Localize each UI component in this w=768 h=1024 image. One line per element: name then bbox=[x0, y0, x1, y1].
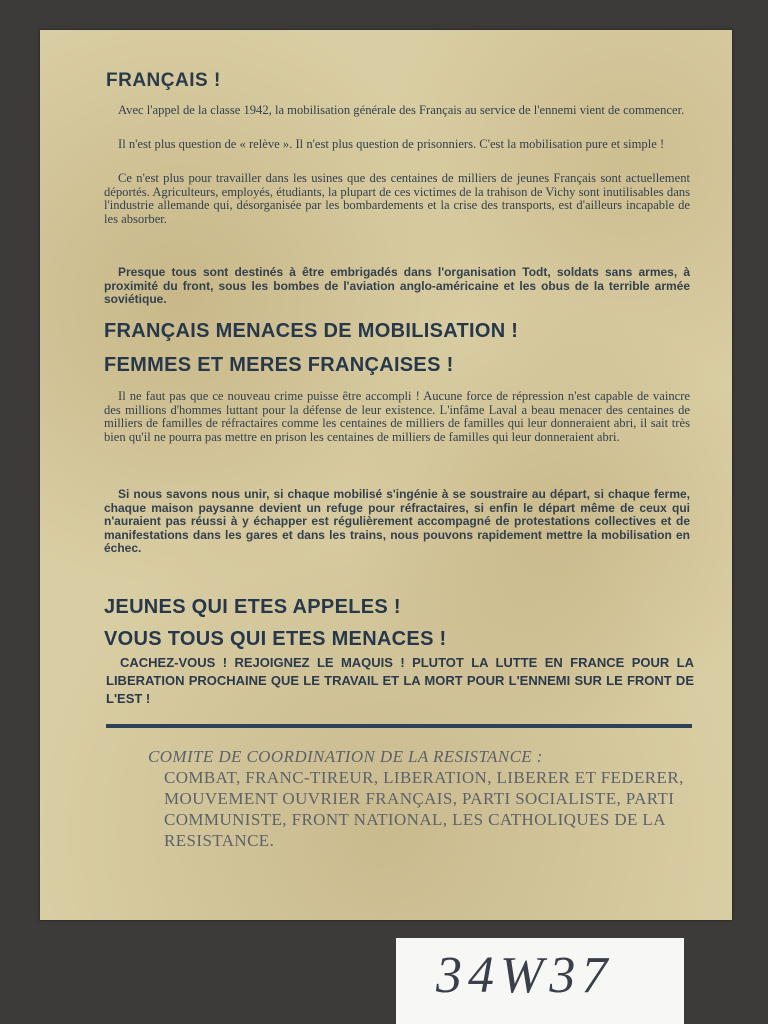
paragraph-deportes: Ce n'est plus pour travailler dans les usines que des centaines de milliers de jeunes Français sont actuellement déportés. Agriculteurs, employés, étudiants, la plupart de ces victimes de la trahison de Vichy sont inutilisables dans l'industrie allemande qui, désorganisée par les bombardements et la crise des transports, est d'ailleurs incapable de les absorber. bbox=[104, 171, 690, 226]
call-to-action: CACHEZ-VOUS ! REJOIGNEZ LE MAQUIS ! PLUTOT LA LUTTE EN FRANCE POUR LA LIBERATION PROCHAINE QUE LE TRAVAIL ET LA MORT POUR L'ENNEMI SUR LE FRONT DE L'EST ! bbox=[106, 655, 694, 706]
paragraph-crime: Il ne faut pas que ce nouveau crime puisse être accompli ! Aucune force de répression n'est capable de vaincre des millions d'hommes luttant pour la défense de leur existence. L'infâme Laval a beau menacer des centaines de milliers de familles de réfractaires comme les centaines de milliers de familles qui leur donneraient abri, il sait très bien qu'il ne pourra pas mettre en prison les centaines de milliers de familles qui leur donneraient abri. bbox=[104, 389, 690, 444]
divider-rule bbox=[106, 724, 692, 728]
tract-heading: FRANÇAIS ! bbox=[106, 70, 221, 91]
paragraph-unir: Si nous savons nous unir, si chaque mobilisé s'ingénie à se soustraire au départ, si chaque ferme, chaque maison paysanne devient un refuge pour réfractaires, si enfin le départ même de ceux qui n'auraient pas réussi à y échapper est régulièrement accompagné de protestations collectives et de manifestations dans les gares et dans les trains, nous pouvons rapidement mettre la mobilisation en échec. bbox=[104, 487, 690, 556]
paragraph-todt: Presque tous sont destinés à être embrigadés dans l'organisation Todt, soldats sans armes, à proximité du front, sous les bombes de l'aviation anglo-américaine et les obus de la terrible armée soviétique. bbox=[104, 265, 690, 307]
archive-label-card bbox=[396, 938, 684, 1024]
paragraph-releve: Il n'est plus question de « relève ». Il n'est plus question de prisonniers. C'est la mobilisation pure et simple ! bbox=[118, 137, 665, 151]
archive-label: 34W37 bbox=[436, 947, 614, 1004]
signature-heading: COMITE DE COORDINATION DE LA RESISTANCE : bbox=[148, 747, 543, 766]
headline-menaces: FRANÇAIS MENACES DE MOBILISATION ! bbox=[104, 320, 519, 342]
headline-vous-tous: VOUS TOUS QUI ETES MENACES ! bbox=[104, 628, 447, 650]
paragraph-mobilisation: Avec l'appel de la classe 1942, la mobilisation générale des Français au service de l'ennemi vient de commencer. bbox=[118, 103, 685, 117]
tract-paper bbox=[40, 30, 732, 920]
headline-jeunes: JEUNES QUI ETES APPELES ! bbox=[104, 596, 401, 618]
headline-femmes: FEMMES ET MERES FRANÇAISES ! bbox=[104, 354, 454, 376]
signature-members: COMBAT, FRANC-TIREUR, LIBERATION, LIBERER ET FEDERER, MOUVEMENT OUVRIER FRANÇAIS, PARTI SOCIALISTE, PARTI COMMUNISTE, FRONT NATIONAL, LES CATHOLIQUES DE LA RESISTANCE. bbox=[164, 768, 684, 850]
signature-block bbox=[148, 746, 696, 851]
